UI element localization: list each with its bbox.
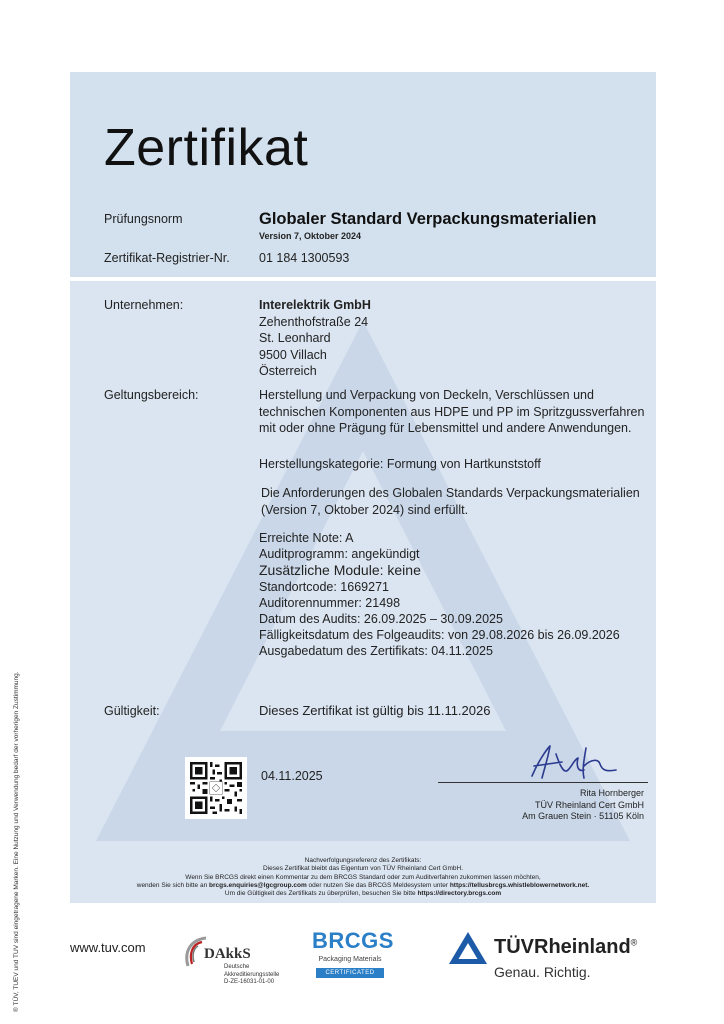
signatory-organization: TÜV Rheinland Cert GmbH (534, 799, 644, 810)
company-street: Zehenthofstraße 24 (259, 314, 369, 329)
footnote-text: Um die Gültigkeit des Zertifikats zu überprüfen, besuchen Sie bitte (224, 890, 418, 898)
footnote-line: Wenn Sie BRCGS direkt einen Kommentar zu dem BRCGS Standard oder zum Auditverfahren zukommen lassen möchten, (185, 873, 541, 881)
scope-line: mit oder ohne Prägung für Lebensmittel und andere Anwendungen. (259, 421, 632, 435)
company-name: Interelektrik GmbH (259, 298, 371, 312)
trademark-side-note: ® TÜV, TUEV und TUV sind eingetragene Marken. Eine Nutzung und Verwendung bedarf der vorherigen Zustimmung. (13, 671, 20, 1012)
certificate-title: Zertifikat (104, 119, 309, 177)
registration-label: Zertifikat-Registrier-Nr. (104, 251, 230, 265)
tuv-slogan: Genau. Richtig. (494, 964, 591, 980)
tuv-rheinland-wordmark (494, 936, 637, 959)
issue-date: Ausgabedatum des Zertifikats: 04.11.2025 (259, 644, 493, 659)
footnote-line (70, 890, 656, 898)
requirements-statement (261, 485, 640, 518)
dakks-code: D-ZE-16031-01-00 (224, 979, 275, 985)
scope-line: technischen Komponenten aus HDPE und PP im Spritzgussverfahren (259, 404, 645, 419)
grade: Erreichte Note: A (259, 531, 354, 545)
signatory-name: Rita Hornberger (579, 788, 644, 798)
footnote-text: wenden Sie sich bitte an (136, 881, 210, 889)
footnote-line (70, 882, 656, 890)
company-label: Unternehmen: (104, 298, 184, 312)
company-block (259, 297, 371, 380)
enquiries-email-link[interactable]: brcgs.enquiries@lgcgroup.com (209, 881, 307, 889)
audit-program: Auditprogramm: angekündigt (259, 547, 420, 562)
tuv-name: TÜVRheinland (494, 936, 631, 958)
scope-line: Herstellung und Verpackung von Deckeln, Verschlüssen und (259, 388, 594, 402)
scope-label: Geltungsbereich: (104, 388, 199, 402)
tuv-triangle-icon (447, 930, 489, 966)
audit-date: Datum des Audits: 26.09.2025 – 30.09.2025 (259, 612, 503, 627)
tuv-registered-mark: ® (630, 937, 638, 948)
manufacturing-category: Herstellungskategorie: Formung von Hartkunststoff (259, 457, 541, 471)
requirements-line: Die Anforderungen des Globalen Standards Verpackungsmaterialien (261, 486, 640, 500)
requirements-line: (Version 7, Oktober 2024) sind erfüllt. (261, 502, 469, 517)
qr-code[interactable] (185, 757, 247, 819)
norm-version: Version 7, Oktober 2024 (259, 231, 362, 241)
additional-modules: Zusätzliche Module: keine (259, 562, 421, 579)
auditor-number: Auditorennummer: 21498 (259, 595, 401, 610)
whistleblower-link[interactable]: https://tellusbrcgs.whistleblowernetwork.net. (449, 881, 590, 889)
brcgs-subtitle: Packaging Materials (318, 956, 382, 963)
company-zip-city: 9500 Villach (259, 347, 327, 362)
footnote-line: Dieses Zertifikat bleibt das Eigentum von TÜV Rheinland Cert GmbH. (262, 865, 464, 873)
brcgs-logo (312, 928, 394, 986)
validity-text: Dieses Zertifikat ist gültig bis 11.11.2026 (259, 703, 491, 718)
norm-label: Prüfungsnorm (104, 212, 183, 226)
dakks-line: Deutsche (224, 964, 250, 970)
signatory-address: Am Grauen Stein · 51105 Köln (522, 811, 644, 821)
scope-description (259, 387, 644, 437)
dakks-name: DAkkS (204, 946, 251, 962)
dakks-line: Akkreditierungsstelle (224, 971, 280, 978)
company-country: Österreich (259, 364, 317, 378)
dakks-subtitle (224, 964, 279, 987)
brcgs-name: BRCGS (312, 928, 394, 953)
signing-date: 04.11.2025 (261, 769, 323, 783)
company-town: St. Leonhard (259, 331, 331, 345)
audit-details (259, 530, 620, 660)
norm-title: Globaler Standard Verpackungsmaterialien (259, 210, 597, 228)
signature-image (520, 740, 620, 785)
website-link[interactable]: www.tuv.com (70, 940, 146, 955)
registration-number: 01 184 1300593 (259, 251, 350, 265)
brcgs-certificated-badge: CERTIFICATED (316, 968, 384, 978)
footnote-text: oder nutzen Sie das BRCGS Meldesystem unter (306, 881, 450, 889)
dakks-logo (180, 932, 290, 990)
site-code: Standortcode: 1669271 (259, 579, 389, 594)
certificate-footnote (70, 857, 656, 898)
signatory-block (522, 788, 644, 823)
next-audit-due: Fälligkeitsdatum des Folgeaudits: von 29.08.2026 bis 26.09.2026 (259, 628, 620, 643)
directory-link[interactable]: https://directory.brcgs.com (417, 890, 502, 898)
signature-line (438, 782, 648, 783)
validity-label: Gültigkeit: (104, 704, 160, 718)
footnote-line: Nachverfolgungsreferenz des Zertifikats: (304, 857, 422, 864)
